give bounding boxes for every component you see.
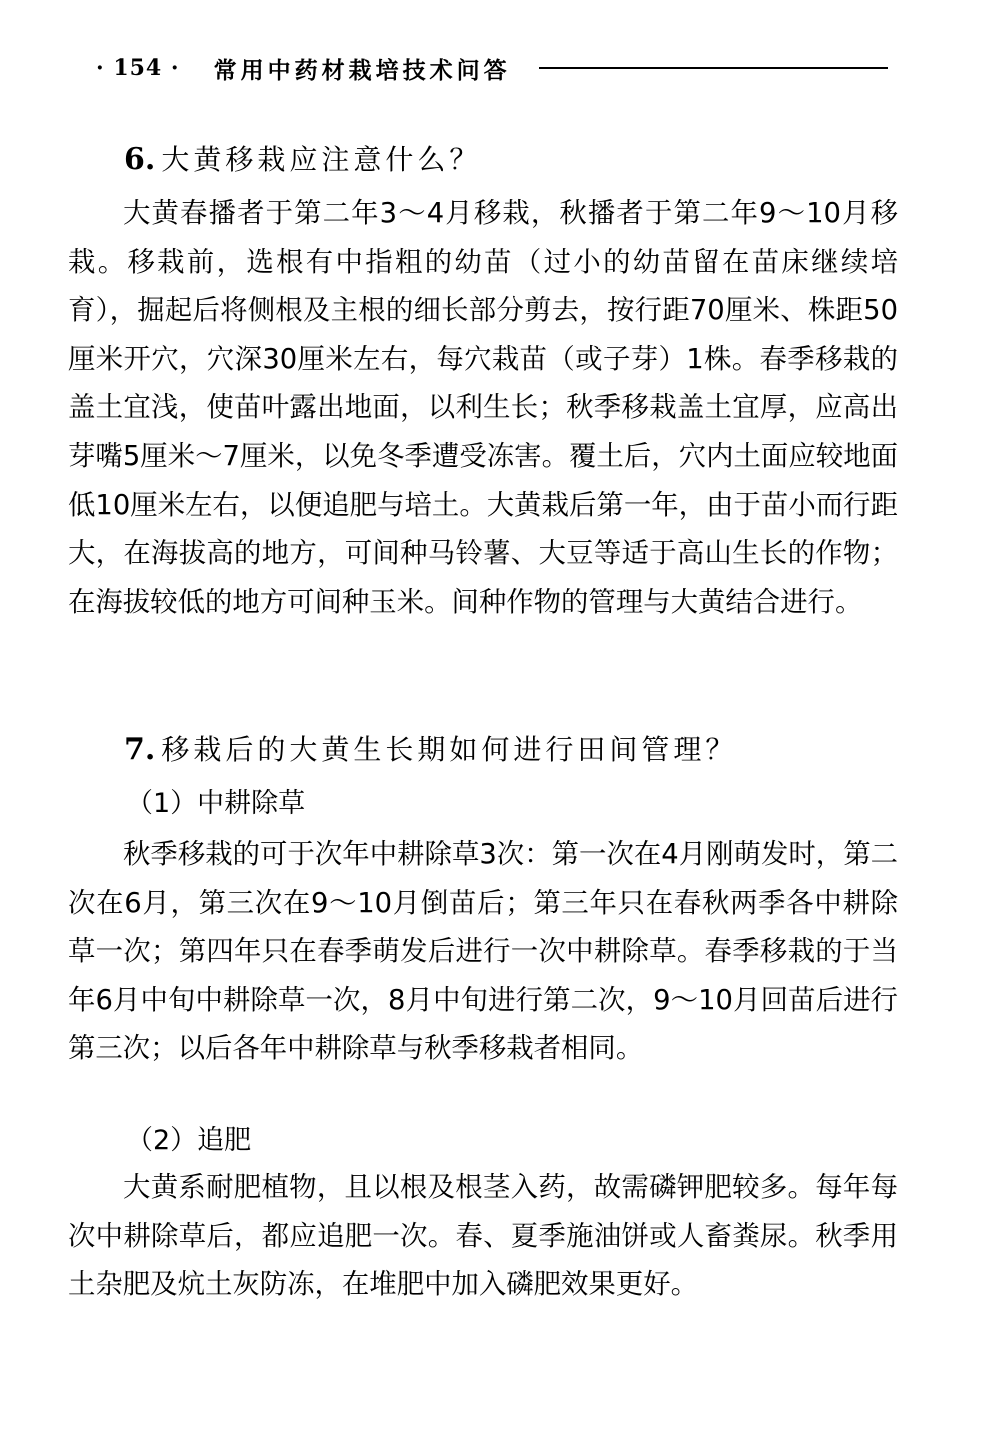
question-text: 移栽后的大黄生长期如何进行田间管理？ [161,733,738,766]
fertilizing-paragraph: 大黄系耐肥植物，且以根及根茎入药，故需磷钾肥较多。每年每次中耕除草后，都应追肥一次。春、夏季施油饼或人畜粪尿。秋季用土杂肥及炕土灰防冻，在堆肥中加入磷肥效果更好。 [68,1172,898,1301]
weeding-paragraph: 秋季移栽的可于次年中耕除草3次：第一次在4月刚萌发时，第二次在6月，第三次在9～10月倒苗后；第三年只在春秋两季各中耕除草一次；第四年只在春季萌发后进行一次中耕除草。春季移栽的于当年6月中旬中耕除草一次，8月中旬进行第二次，9～10月回苗后进行第三次；以后各年中耕除草与秋季移栽者相同。 [68,839,898,1065]
book-title: 常用中药材栽培技术问答 [213,56,511,84]
subsection-heading-weeding: （1）中耕除草 [126,788,306,819]
running-header [96,48,896,88]
header-rule [539,67,888,69]
subsection-heading-fertilizing: （2）追肥 [126,1125,252,1156]
question-7-heading [124,728,737,768]
question-text: 大黄移栽应注意什么？ [161,143,482,176]
question-number: 6. [124,142,156,177]
question-6-heading [124,138,481,178]
question-6-answer: 大黄春播者于第二年3～4月移栽，秋播者于第二年9～10月移栽。移栽前，选根有中指粗的幼苗（过小的幼苗留在苗床继续培育），掘起后将侧根及主根的细长部分剪去，按行距70厘米、株距50厘米开穴，穴深30厘米左右，每穴栽苗（或子芽）1株。春季移栽的盖土宜浅，使苗叶露出地面，以利生长；秋季移栽盖土宜厚，应高出芽嘴5厘米～7厘米，以免冬季遭受冻害。覆土后，穴内土面应较地面低10厘米左右，以便追肥与培土。大黄栽后第一年，由于苗小而行距大，在海拔高的地方，可间种马铃薯、大豆等适于高山生长的作物；在海拔较低的地方可间种玉米。间种作物的管理与大黄结合进行。 [68,198,898,618]
question-number: 7. [124,732,156,767]
page-number: · 154 · [96,55,180,81]
